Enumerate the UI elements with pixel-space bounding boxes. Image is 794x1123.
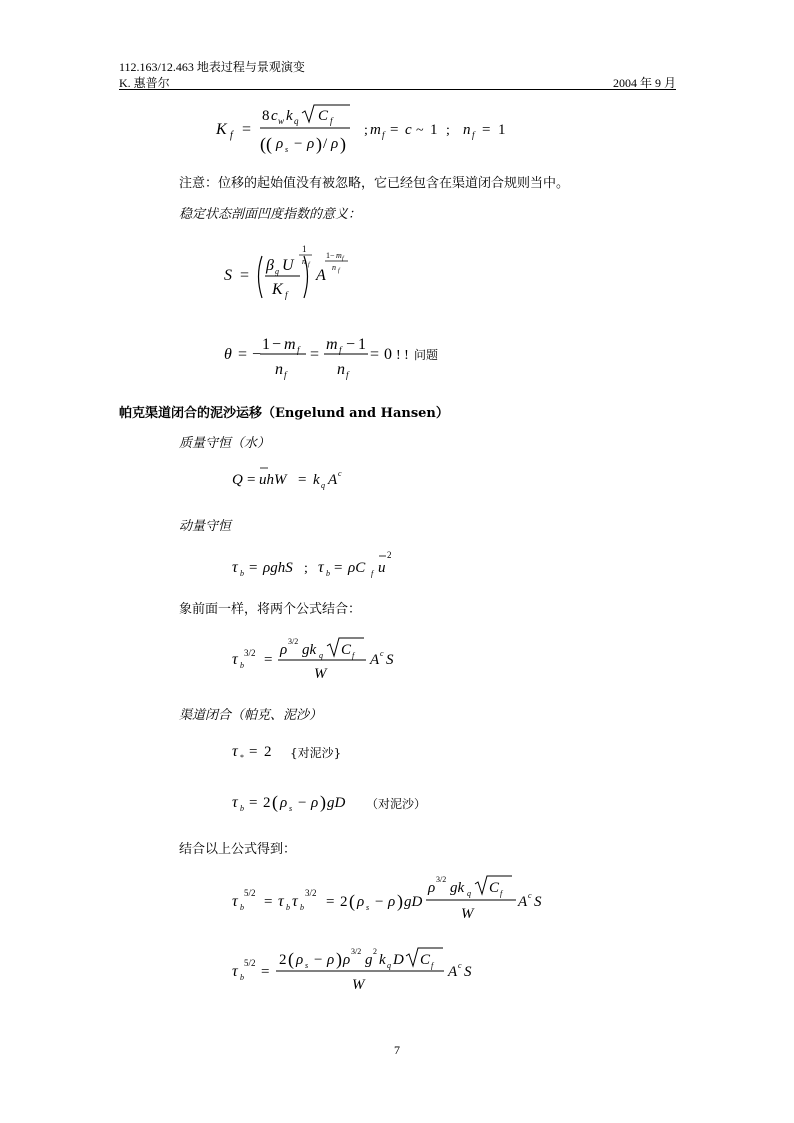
svg-text:W: W: [352, 977, 365, 993]
svg-text:A: A: [370, 652, 380, 668]
svg-text:−: −: [252, 346, 262, 363]
svg-text:U: U: [282, 257, 294, 274]
svg-text:ρ: ρ: [388, 894, 396, 910]
svg-text:;: ;: [364, 123, 368, 138]
svg-text:β: β: [266, 257, 274, 274]
svg-text:ρ: ρ: [331, 136, 339, 152]
svg-text:! !: ! !: [396, 348, 409, 363]
svg-text:gD: gD: [404, 894, 423, 910]
svg-text:n: n: [302, 257, 306, 266]
svg-text:f: f: [500, 889, 503, 898]
section-title: 帕克渠道闭合的泥沙运移（Engelund and Hansen）: [119, 406, 449, 421]
svg-text:2: 2: [387, 550, 392, 560]
svg-text:1: 1: [498, 122, 506, 138]
svg-text:−: −: [294, 136, 303, 152]
header-course: 112.163/12.463 地表过程与景观演变: [119, 60, 305, 74]
svg-text:b: b: [240, 804, 244, 813]
svg-text:=: =: [240, 267, 250, 284]
svg-text:n: n: [463, 122, 471, 138]
svg-text:s: s: [366, 903, 370, 912]
svg-text:3/2: 3/2: [351, 947, 362, 956]
svg-text:ρ: ρ: [280, 795, 288, 811]
svg-text:ρ: ρ: [327, 952, 335, 968]
svg-text:c: c: [458, 961, 462, 970]
svg-text:ρ: ρ: [276, 136, 284, 152]
svg-text:f: f: [346, 370, 349, 380]
svg-text:k: k: [286, 108, 293, 124]
svg-text:−: −: [272, 336, 282, 353]
svg-text:c: c: [380, 649, 384, 658]
svg-text:k: k: [379, 952, 386, 968]
svg-text:~: ~: [416, 123, 424, 138]
svg-text:w: w: [278, 116, 285, 126]
svg-text:ρ: ρ: [343, 952, 351, 968]
svg-text:b: b: [300, 903, 304, 912]
svg-text:): ): [316, 134, 322, 154]
svg-text:m: m: [326, 336, 338, 353]
equation-kf: [210, 100, 530, 160]
svg-text:g: g: [275, 267, 279, 276]
combine-label: 象前面一样，将两个公式结合：: [179, 602, 362, 617]
svg-text:1−: 1−: [326, 251, 335, 260]
header-date: 2004 年 9 月: [612, 76, 676, 90]
svg-text:): ): [336, 949, 342, 969]
svg-text:q: q: [387, 961, 391, 970]
closure-label: 渠道闭合（帕克、泥沙）: [179, 708, 323, 723]
svg-text:3/2: 3/2: [288, 637, 299, 646]
equation-combined: [230, 630, 410, 686]
svg-text:τ: τ: [232, 743, 238, 760]
svg-text:A: A: [316, 267, 326, 284]
svg-text:f: f: [472, 130, 475, 140]
svg-text:2: 2: [263, 795, 271, 811]
svg-text:s: s: [305, 961, 309, 970]
svg-text:f: f: [284, 370, 287, 380]
svg-text:=: =: [247, 472, 256, 488]
svg-text:S: S: [224, 267, 232, 284]
svg-text:−: −: [314, 952, 323, 968]
svg-text:): ): [397, 891, 403, 911]
svg-text:f: f: [382, 130, 385, 140]
svg-text:2: 2: [279, 952, 287, 968]
equation-tau-b: [230, 786, 360, 816]
svg-text:(: (: [349, 891, 355, 911]
svg-text:gk: gk: [302, 642, 317, 658]
svg-text:=: =: [261, 964, 270, 980]
svg-text:=: =: [390, 122, 399, 138]
svg-text:n: n: [337, 361, 345, 378]
svg-text:;: ;: [446, 123, 450, 138]
svg-text:3/2: 3/2: [305, 888, 317, 898]
svg-text:f: f: [431, 961, 434, 970]
note-displacement: 注意：位移的起始值没有被忽略，它已经包含在渠道闭合规则当中。: [179, 176, 570, 191]
svg-text:τ: τ: [232, 559, 238, 576]
svg-text:K: K: [272, 281, 283, 298]
svg-text:b: b: [240, 661, 244, 670]
svg-text:f: f: [352, 651, 355, 660]
svg-text:ρ: ρ: [428, 880, 436, 896]
svg-text:τ: τ: [232, 651, 238, 668]
svg-text:=: =: [242, 121, 252, 138]
equation-mass: [230, 462, 370, 492]
svg-text:ρ: ρ: [307, 136, 315, 152]
svg-text:gD: gD: [327, 795, 346, 811]
page-number: 7: [394, 1043, 400, 1057]
equation-result-2: [230, 940, 490, 996]
svg-text:s: s: [289, 804, 293, 813]
svg-text:τ: τ: [232, 893, 238, 910]
svg-text:S: S: [386, 652, 394, 668]
svg-text:K: K: [216, 121, 227, 138]
svg-text:=: =: [264, 652, 273, 668]
note-concavity: 稳定状态剖面凹度指数的意义：: [179, 207, 362, 222]
svg-text:c: c: [338, 469, 342, 478]
equation-slope: [222, 240, 382, 310]
equation-result-1: [230, 870, 550, 926]
svg-text:C: C: [420, 952, 431, 968]
svg-text:f: f: [330, 116, 333, 126]
svg-text:C: C: [318, 108, 329, 124]
svg-text:=: =: [310, 346, 320, 363]
for-sediment-note-1: {对泥沙}: [290, 746, 342, 760]
svg-text:b: b: [240, 569, 244, 578]
svg-text:q: q: [321, 481, 325, 490]
svg-text:0: 0: [384, 346, 392, 363]
mass-conservation-label: 质量守恒（水）: [179, 436, 271, 451]
svg-text:b: b: [326, 569, 330, 578]
svg-text:−: −: [298, 795, 307, 811]
momentum-label: 动量守恒: [179, 519, 232, 534]
svg-text:τ: τ: [232, 963, 238, 980]
header-rule: [119, 89, 676, 90]
svg-text:=: =: [264, 894, 273, 910]
svg-text:b: b: [286, 903, 290, 912]
svg-text:f: f: [342, 256, 344, 262]
svg-text:W: W: [314, 666, 327, 682]
svg-text:−: −: [346, 336, 356, 353]
problem-label: 问题: [414, 348, 439, 362]
svg-text:((: ((: [260, 134, 272, 154]
svg-text:m: m: [370, 122, 381, 138]
svg-text:f: f: [285, 290, 288, 300]
svg-text:A: A: [328, 472, 338, 488]
svg-text:1: 1: [262, 336, 270, 353]
svg-text:f: f: [308, 262, 310, 268]
svg-text:(: (: [288, 949, 294, 969]
svg-text:=: =: [326, 894, 335, 910]
svg-text:A: A: [518, 894, 528, 910]
svg-text:τ: τ: [278, 893, 284, 910]
svg-text:gk: gk: [450, 880, 465, 896]
svg-text:ρ: ρ: [357, 894, 365, 910]
for-sediment-note-2: （对泥沙）: [366, 797, 427, 811]
svg-text:1: 1: [358, 336, 366, 353]
svg-text:=: =: [298, 472, 307, 488]
svg-text:;: ;: [304, 561, 308, 576]
svg-text:=: =: [249, 795, 258, 811]
svg-text:g: g: [365, 952, 373, 968]
svg-text:): ): [340, 134, 346, 154]
svg-text:f: f: [339, 345, 342, 355]
svg-text:3/2: 3/2: [244, 648, 256, 658]
svg-text:ρC: ρC: [348, 560, 366, 576]
svg-text:ρ: ρ: [296, 952, 304, 968]
svg-text:1: 1: [302, 244, 307, 254]
svg-text:f: f: [338, 268, 340, 274]
svg-text:τ: τ: [318, 559, 324, 576]
svg-text:θ: θ: [224, 346, 232, 363]
svg-text:ρ: ρ: [311, 795, 319, 811]
svg-text:q: q: [467, 889, 471, 898]
svg-text:=: =: [249, 744, 258, 760]
svg-text:1: 1: [430, 122, 438, 138]
svg-text:f: f: [230, 130, 233, 141]
svg-text:f: f: [297, 345, 300, 355]
svg-text:=: =: [334, 560, 343, 576]
svg-text:=: =: [370, 346, 380, 363]
svg-text:u: u: [378, 560, 386, 576]
svg-text:3/2: 3/2: [436, 875, 447, 884]
svg-text:S: S: [534, 894, 542, 910]
svg-text:/: /: [323, 136, 328, 152]
svg-text:A: A: [448, 964, 458, 980]
svg-text:k: k: [313, 472, 320, 488]
svg-text:c: c: [271, 108, 278, 124]
svg-text:2: 2: [264, 744, 272, 760]
svg-text:C: C: [341, 642, 352, 658]
svg-text:): ): [320, 792, 326, 812]
svg-text:=: =: [482, 122, 491, 138]
svg-text:uhW: uhW: [259, 472, 287, 488]
svg-text:*: *: [240, 753, 244, 762]
svg-text:q: q: [294, 116, 299, 126]
svg-text:s: s: [285, 145, 289, 154]
svg-text:n: n: [275, 361, 283, 378]
result-label: 结合以上公式得到：: [179, 842, 297, 857]
svg-text:C: C: [489, 880, 500, 896]
svg-text:2: 2: [373, 947, 377, 956]
svg-text:c: c: [528, 891, 532, 900]
svg-text:ρghS: ρghS: [263, 560, 293, 576]
equation-momentum: [230, 548, 410, 580]
svg-text:q: q: [319, 651, 323, 660]
svg-text:S: S: [464, 964, 472, 980]
svg-text:m: m: [336, 251, 342, 260]
svg-text:(: (: [272, 792, 278, 812]
svg-text:b: b: [240, 903, 244, 912]
svg-text:c: c: [405, 122, 412, 138]
svg-text:ρ: ρ: [280, 642, 288, 658]
svg-text:5/2: 5/2: [244, 958, 256, 968]
svg-text:=: =: [238, 346, 248, 363]
svg-text:Q: Q: [232, 472, 243, 488]
svg-text:n: n: [332, 263, 336, 272]
svg-text:τ: τ: [292, 893, 298, 910]
svg-text:=: =: [249, 560, 258, 576]
equation-tau-star: [230, 736, 290, 764]
svg-text:−: −: [375, 894, 384, 910]
svg-text:m: m: [284, 336, 296, 353]
svg-text:8: 8: [262, 108, 270, 124]
svg-text:2: 2: [340, 894, 348, 910]
svg-text:W: W: [461, 906, 474, 922]
svg-text:τ: τ: [232, 794, 238, 811]
svg-text:D: D: [393, 952, 404, 968]
svg-text:5/2: 5/2: [244, 888, 256, 898]
svg-text:f: f: [371, 569, 374, 578]
header-author: K. 惠普尔: [119, 76, 170, 90]
svg-text:b: b: [240, 973, 244, 982]
